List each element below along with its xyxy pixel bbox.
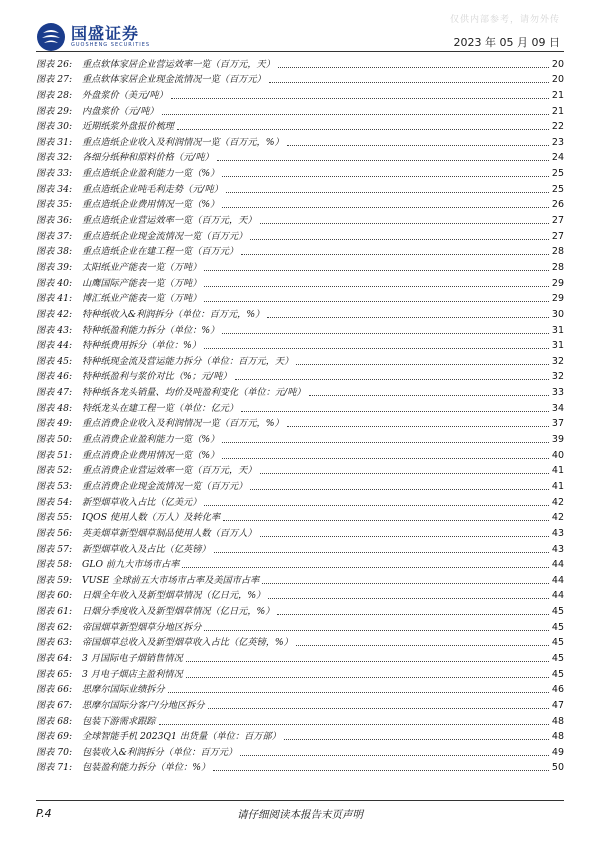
toc-leader-dots bbox=[186, 661, 549, 662]
toc-entry-title: 包装下游需求跟踪 bbox=[82, 715, 156, 727]
toc-entry-label: 图表 26: bbox=[36, 58, 73, 70]
toc-entry-title: 博汇纸业产能表一览（万吨） bbox=[82, 293, 202, 305]
toc-entry-label: 图表 49: bbox=[36, 418, 73, 430]
toc-leader-dots bbox=[226, 192, 549, 193]
toc-leader-dots bbox=[241, 254, 549, 255]
toc-entry-page: 45 bbox=[551, 668, 564, 680]
toc-entry-label: 图表 71: bbox=[36, 762, 73, 774]
toc-entry-label: 图表 55: bbox=[36, 512, 73, 524]
toc-leader-dots bbox=[186, 677, 549, 678]
toc-entry-page: 41 bbox=[551, 480, 564, 492]
toc-entry-label: 图表 69: bbox=[36, 731, 73, 743]
toc-leader-dots bbox=[222, 207, 549, 208]
toc-entry-title: 外盘浆价（美元/吨） bbox=[82, 89, 168, 101]
toc-entry-title: 特纸龙头在建工程一览（单位：亿元） bbox=[82, 402, 239, 414]
toc-entry-label: 图表 37: bbox=[36, 230, 73, 242]
page-number: P.4 bbox=[36, 807, 52, 820]
toc-entry-title: 特种纸费用拆分（单位：%） bbox=[82, 340, 201, 352]
toc-entry-page: 43 bbox=[551, 527, 564, 539]
toc-leader-dots bbox=[171, 98, 549, 99]
toc-entry-page: 27 bbox=[551, 215, 564, 227]
toc-entry-title: 日烟分季度收入及新型烟草情况（亿日元，%） bbox=[82, 606, 275, 618]
toc-entry-page: 44 bbox=[551, 590, 564, 602]
toc-entry[interactable] bbox=[36, 86, 564, 102]
toc-leader-dots bbox=[213, 770, 549, 771]
toc-leader-dots bbox=[208, 708, 549, 709]
toc-entry-title: 山鹰国际产能表一览（万吨） bbox=[82, 277, 202, 289]
toc-entry-title: 特种纸盈利与浆价对比（%；元/吨） bbox=[82, 371, 232, 383]
toc-entry-title: 重点软体家居企业营运效率一览（百万元，天） bbox=[82, 58, 275, 70]
toc-leader-dots bbox=[240, 755, 549, 756]
toc-entry[interactable] bbox=[36, 71, 564, 87]
toc-entry-label: 图表 61: bbox=[36, 606, 73, 618]
toc-entry-label: 图表 39: bbox=[36, 261, 73, 273]
toc-leader-dots bbox=[204, 348, 549, 349]
company-name-en: GUOSHENG SECURITIES bbox=[71, 42, 151, 48]
toc-entry[interactable] bbox=[36, 759, 564, 775]
toc-entry-page: 31 bbox=[551, 340, 564, 352]
report-date: 2023 年 05 月 09 日 bbox=[453, 36, 560, 49]
toc-entry-label: 图表 64: bbox=[36, 652, 73, 664]
toc-entry[interactable] bbox=[36, 587, 564, 603]
toc-entry-title: 新型烟草收入及占比（亿英镑） bbox=[82, 543, 211, 555]
toc-entry-page: 20 bbox=[551, 58, 564, 70]
toc-entry-title: GLO 前九大市场市占率 bbox=[82, 559, 180, 571]
toc-entry-page: 37 bbox=[551, 418, 564, 430]
toc-entry-title: 新型烟草收入占比（亿美元） bbox=[82, 496, 202, 508]
toc-entry[interactable] bbox=[36, 321, 564, 337]
toc-leader-dots bbox=[296, 645, 549, 646]
toc-entry-page: 21 bbox=[551, 105, 564, 117]
toc-entry-label: 图表 44: bbox=[36, 340, 73, 352]
toc-entry-label: 图表 27: bbox=[36, 74, 73, 86]
toc-entry-page: 45 bbox=[551, 637, 564, 649]
toc-entry-page: 26 bbox=[551, 199, 564, 211]
toc-entry-label: 图表 28: bbox=[36, 89, 73, 101]
toc-entry-title: 太阳纸业产能表一览（万吨） bbox=[82, 261, 202, 273]
toc-entry-title: 英美烟草新型烟草制品使用人数（百万人） bbox=[82, 527, 257, 539]
toc-entry-page: 34 bbox=[551, 402, 564, 414]
toc-entry-label: 图表 31: bbox=[36, 136, 73, 148]
toc-entry-label: 图表 45: bbox=[36, 355, 73, 367]
toc-entry-title: 重点造纸企业营运效率一览（百万元，天） bbox=[82, 215, 257, 227]
toc-leader-dots bbox=[222, 176, 549, 177]
toc-entry-label: 图表 30: bbox=[36, 121, 73, 133]
toc-entry-title: 帝国烟草总收入及新型烟草收入占比（亿英镑，%） bbox=[82, 637, 293, 649]
toc-entry-label: 图表 65: bbox=[36, 668, 73, 680]
toc-leader-dots bbox=[287, 426, 549, 427]
toc-leader-dots bbox=[222, 442, 549, 443]
toc-leader-dots bbox=[269, 82, 549, 83]
toc-leader-dots bbox=[278, 67, 549, 68]
toc-entry-page: 32 bbox=[551, 355, 564, 367]
toc-leader-dots bbox=[287, 145, 549, 146]
toc-entry[interactable] bbox=[36, 274, 564, 290]
toc-entry[interactable] bbox=[36, 243, 564, 259]
toc-leader-dots bbox=[177, 129, 549, 130]
toc-entry[interactable] bbox=[36, 571, 564, 587]
toc-entry-label: 图表 66: bbox=[36, 684, 73, 696]
toc-leader-dots bbox=[268, 598, 549, 599]
toc-leader-dots bbox=[309, 395, 549, 396]
toc-entry-title: 3 月电子烟店主盈利情况 bbox=[82, 668, 183, 680]
toc-entry[interactable] bbox=[36, 634, 564, 650]
toc-entry[interactable] bbox=[36, 415, 564, 431]
toc-entry-title: 重点消费企业营运效率一览（百万元，天） bbox=[82, 465, 257, 477]
toc-entry[interactable] bbox=[36, 446, 564, 462]
toc-entry-title: 特种纸现金流及营运能力拆分（单位：百万元，天） bbox=[82, 355, 294, 367]
toc-entry-label: 图表 51: bbox=[36, 449, 73, 461]
footer-disclaimer: 请仔细阅读本报告末页声明 bbox=[237, 809, 363, 821]
company-logo bbox=[36, 22, 150, 52]
toc-leader-dots bbox=[222, 458, 549, 459]
toc-entry-label: 图表 60: bbox=[36, 590, 73, 602]
toc-entry-title: 重点造纸企业现金流情况一览（百万元） bbox=[82, 230, 248, 242]
toc-entry-page: 42 bbox=[551, 496, 564, 508]
toc-entry-label: 图表 53: bbox=[36, 480, 73, 492]
toc-entry-page: 21 bbox=[551, 89, 564, 101]
toc-entry[interactable] bbox=[36, 712, 564, 728]
toc-entry-page: 29 bbox=[551, 277, 564, 289]
toc-entry-label: 图表 59: bbox=[36, 574, 73, 586]
toc-entry[interactable] bbox=[36, 743, 564, 759]
toc-entry-page: 22 bbox=[551, 121, 564, 133]
toc-entry-page: 44 bbox=[551, 559, 564, 571]
toc-entry-page: 47 bbox=[551, 699, 564, 711]
logo-text bbox=[71, 25, 150, 49]
company-name: 国盛证券 bbox=[71, 24, 140, 43]
toc-entry-title: 重点消费企业费用情况一览（%） bbox=[82, 449, 220, 461]
toc-entry-page: 48 bbox=[551, 715, 564, 727]
toc-entry-page: 43 bbox=[551, 543, 564, 555]
toc-entry-label: 图表 56: bbox=[36, 527, 73, 539]
toc-entry-page: 45 bbox=[551, 621, 564, 633]
toc-entry[interactable] bbox=[36, 649, 564, 665]
toc-entry-title: 帝国烟草新型烟草分地区拆分 bbox=[82, 621, 202, 633]
toc-entry-title: 重点造纸企业收入及利润情况一览（百万元，%） bbox=[82, 136, 284, 148]
toc-entry[interactable] bbox=[36, 118, 564, 134]
toc-entry-page: 40 bbox=[551, 449, 564, 461]
toc-entry[interactable] bbox=[36, 540, 564, 556]
toc-entry-title: 3 月国际电子烟销售情况 bbox=[82, 652, 183, 664]
toc-entry[interactable] bbox=[36, 149, 564, 165]
toc-leader-dots bbox=[241, 411, 549, 412]
toc-entry-label: 图表 54: bbox=[36, 496, 73, 508]
toc-entry[interactable] bbox=[36, 462, 564, 478]
toc-entry-label: 图表 57: bbox=[36, 543, 73, 555]
toc-entry-label: 图表 67: bbox=[36, 699, 73, 711]
toc-entry-title: VUSE 全球前五大市场市占率及美国市占率 bbox=[82, 574, 260, 586]
toc-entry-label: 图表 52: bbox=[36, 465, 73, 477]
toc-leader-dots bbox=[214, 552, 549, 553]
toc-entry[interactable] bbox=[36, 352, 564, 368]
toc-entry-page: 28 bbox=[551, 261, 564, 273]
toc-entry[interactable] bbox=[36, 556, 564, 572]
toc-leader-dots bbox=[284, 739, 549, 740]
toc-entry-title: 重点造纸企业吨毛利走势（元/吨） bbox=[82, 183, 223, 195]
toc-entry-label: 图表 42: bbox=[36, 308, 73, 320]
toc-entry[interactable] bbox=[36, 618, 564, 634]
toc-entry-title: 特种纸收入&利润拆分（单位：百万元，%） bbox=[82, 308, 265, 320]
toc-entry-label: 图表 32: bbox=[36, 152, 73, 164]
toc-entry-page: 24 bbox=[551, 152, 564, 164]
toc-entry-page: 32 bbox=[551, 371, 564, 383]
toc-entry-title: 特种纸各龙头销量、均价及吨盈利变化（单位：元/吨） bbox=[82, 387, 306, 399]
guosheng-logo-icon bbox=[36, 22, 66, 52]
toc-entry-label: 图表 29: bbox=[36, 105, 73, 117]
toc-entry-page: 49 bbox=[551, 746, 564, 758]
toc-entry-page: 29 bbox=[551, 293, 564, 305]
toc-entry[interactable] bbox=[36, 383, 564, 399]
toc-entry-label: 图表 43: bbox=[36, 324, 73, 336]
toc-entry-page: 25 bbox=[551, 168, 564, 180]
toc-entry[interactable] bbox=[36, 602, 564, 618]
toc-entry-label: 图表 50: bbox=[36, 434, 73, 446]
toc-entry-title: 重点消费企业收入及利润情况一览（百万元，%） bbox=[82, 418, 284, 430]
toc-leader-dots bbox=[204, 630, 549, 631]
toc-leader-dots bbox=[262, 583, 549, 584]
toc-entry-label: 图表 33: bbox=[36, 168, 73, 180]
toc-entry-title: 思摩尔国际分客户/分地区拆分 bbox=[82, 699, 205, 711]
toc-leader-dots bbox=[204, 505, 549, 506]
toc-entry-page: 45 bbox=[551, 606, 564, 618]
toc-entry-title: 重点消费企业盈利能力一览（%） bbox=[82, 434, 220, 446]
toc-entry-title: 日烟全年收入及新型烟草情况（亿日元，%） bbox=[82, 590, 266, 602]
toc-entry[interactable] bbox=[36, 524, 564, 540]
toc-entry-label: 图表 40: bbox=[36, 277, 73, 289]
toc-entry[interactable] bbox=[36, 258, 564, 274]
toc-entry[interactable] bbox=[36, 509, 564, 525]
header-divider bbox=[36, 51, 564, 52]
toc-entry-page: 25 bbox=[551, 183, 564, 195]
toc-entry-label: 图表 48: bbox=[36, 402, 73, 414]
toc-leader-dots bbox=[162, 114, 549, 115]
toc-entry-title: 全球智能手机 2023Q1 出货量（单位：百万部） bbox=[82, 731, 281, 743]
toc-entry-title: 重点软体家居企业现金流情况一览（百万元） bbox=[82, 74, 266, 86]
watermark-text: 仅供内部参考，请勿外传 bbox=[449, 15, 560, 25]
toc-entry[interactable] bbox=[36, 368, 564, 384]
toc-entry[interactable] bbox=[36, 430, 564, 446]
toc-leader-dots bbox=[159, 724, 550, 725]
toc-entry[interactable] bbox=[36, 227, 564, 243]
toc-entry-page: 23 bbox=[551, 136, 564, 148]
toc-entry-label: 图表 70: bbox=[36, 746, 73, 758]
toc-leader-dots bbox=[296, 364, 549, 365]
toc-entry-page: 28 bbox=[551, 246, 564, 258]
toc-leader-dots bbox=[260, 473, 549, 474]
toc-entry-title: 各细分纸种和原料价格（元/吨） bbox=[82, 152, 214, 164]
footer-divider bbox=[36, 800, 564, 801]
toc-entry-page: 46 bbox=[551, 684, 564, 696]
toc-entry-label: 图表 58: bbox=[36, 559, 73, 571]
toc-entry-page: 27 bbox=[551, 230, 564, 242]
toc-entry[interactable] bbox=[36, 180, 564, 196]
toc-entry-page: 30 bbox=[551, 308, 564, 320]
toc-leader-dots bbox=[223, 520, 549, 521]
toc-entry-title: 特种纸盈利能力拆分（单位：%） bbox=[82, 324, 220, 336]
toc-entry-page: 41 bbox=[551, 465, 564, 477]
toc-entry[interactable] bbox=[36, 55, 564, 71]
toc-entry-label: 图表 47: bbox=[36, 387, 73, 399]
toc-entry-title: 重点造纸企业费用情况一览（%） bbox=[82, 199, 220, 211]
toc-entry-page: 50 bbox=[551, 762, 564, 774]
toc-leader-dots bbox=[168, 692, 549, 693]
toc-entry[interactable] bbox=[36, 665, 564, 681]
toc-entry-label: 图表 34: bbox=[36, 183, 73, 195]
toc-entry-title: 思摩尔国际业绩拆分 bbox=[82, 684, 165, 696]
toc-entry-title: 内盘浆价（元/吨） bbox=[82, 105, 159, 117]
toc-entry-label: 图表 35: bbox=[36, 199, 73, 211]
toc-entry-label: 图表 62: bbox=[36, 621, 73, 633]
toc-entry-title: 重点造纸企业在建工程一览（百万元） bbox=[82, 246, 239, 258]
toc-entry-title: 包装盈利能力拆分（单位：%） bbox=[82, 762, 211, 774]
toc-entry-title: IQOS 使用人数（万人）及转化率 bbox=[82, 512, 221, 524]
toc-leader-dots bbox=[260, 536, 549, 537]
toc-entry-page: 33 bbox=[551, 387, 564, 399]
toc-leader-dots bbox=[277, 614, 549, 615]
toc-entry-label: 图表 41: bbox=[36, 293, 73, 305]
toc-entry[interactable] bbox=[36, 681, 564, 697]
page-header bbox=[0, 0, 600, 52]
table-of-figures bbox=[36, 55, 564, 774]
toc-entry-title: 重点造纸企业盈利能力一览（%） bbox=[82, 168, 220, 180]
toc-entry-label: 图表 36: bbox=[36, 215, 73, 227]
toc-entry[interactable] bbox=[36, 102, 564, 118]
toc-entry-title: 近期纸浆外盘报价梳理 bbox=[82, 121, 174, 133]
toc-entry-page: 39 bbox=[551, 434, 564, 446]
toc-entry-title: 重点消费企业现金流情况一览（百万元） bbox=[82, 480, 248, 492]
toc-entry-label: 图表 68: bbox=[36, 715, 73, 727]
toc-leader-dots bbox=[204, 286, 549, 287]
toc-leader-dots bbox=[235, 379, 549, 380]
toc-leader-dots bbox=[204, 270, 549, 271]
toc-entry-label: 图表 46: bbox=[36, 371, 73, 383]
toc-entry[interactable] bbox=[36, 399, 564, 415]
toc-entry[interactable] bbox=[36, 164, 564, 180]
toc-entry[interactable] bbox=[36, 211, 564, 227]
toc-leader-dots bbox=[267, 317, 549, 318]
toc-entry[interactable] bbox=[36, 696, 564, 712]
toc-leader-dots bbox=[222, 333, 549, 334]
toc-leader-dots bbox=[260, 223, 549, 224]
toc-entry-label: 图表 38: bbox=[36, 246, 73, 258]
toc-entry[interactable] bbox=[36, 493, 564, 509]
toc-entry-label: 图表 63: bbox=[36, 637, 73, 649]
toc-entry-page: 44 bbox=[551, 574, 564, 586]
toc-entry[interactable] bbox=[36, 196, 564, 212]
toc-entry[interactable] bbox=[36, 290, 564, 306]
toc-leader-dots bbox=[250, 239, 549, 240]
toc-leader-dots bbox=[204, 301, 549, 302]
toc-entry[interactable] bbox=[36, 337, 564, 353]
toc-entry-title: 包装收入&利润拆分（单位：百万元） bbox=[82, 746, 238, 758]
toc-entry-page: 42 bbox=[551, 512, 564, 524]
toc-entry[interactable] bbox=[36, 133, 564, 149]
toc-entry-page: 20 bbox=[551, 74, 564, 86]
toc-entry-page: 31 bbox=[551, 324, 564, 336]
toc-leader-dots bbox=[182, 567, 549, 568]
toc-entry-page: 48 bbox=[551, 731, 564, 743]
toc-entry[interactable] bbox=[36, 477, 564, 493]
toc-entry-page: 45 bbox=[551, 652, 564, 664]
toc-entry[interactable] bbox=[36, 305, 564, 321]
toc-entry[interactable] bbox=[36, 728, 564, 744]
toc-leader-dots bbox=[217, 160, 549, 161]
toc-leader-dots bbox=[250, 489, 549, 490]
